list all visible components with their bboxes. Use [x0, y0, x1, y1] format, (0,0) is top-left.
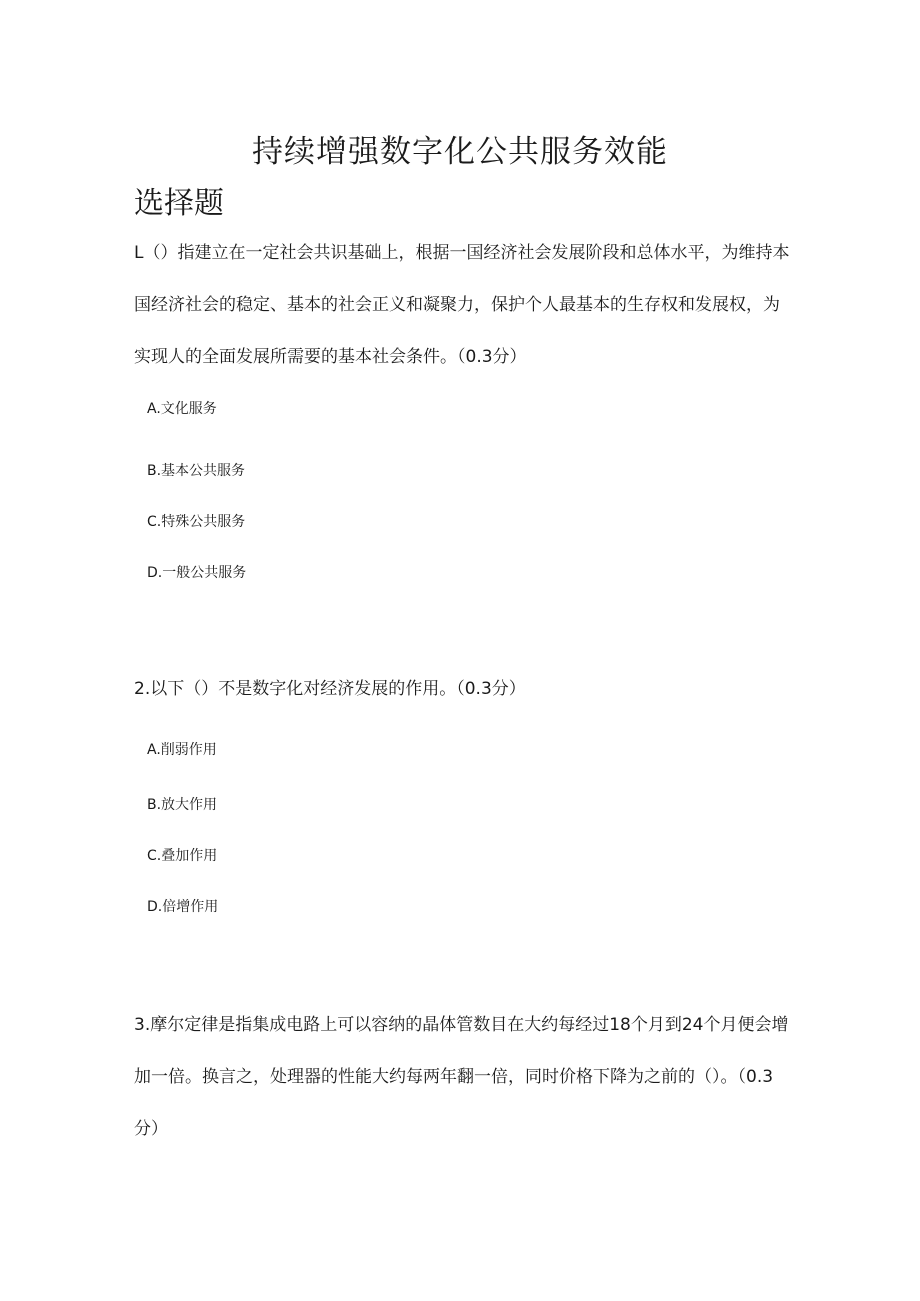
- question-2-option-a[interactable]: A.削弱作用: [147, 742, 217, 758]
- question-2-option-d[interactable]: D.倍增作用: [147, 899, 219, 915]
- question-2: 2.以下（）不是数字化对经济发展的作用。（0.3分）: [134, 679, 526, 699]
- question-1-option-c[interactable]: C.特殊公共服务: [147, 514, 246, 530]
- document-title: 持续增强数字化公共服务效能: [252, 134, 668, 170]
- question-2-option-c[interactable]: C.叠加作用: [147, 848, 218, 864]
- question-2-option-b[interactable]: B.放大作用: [147, 797, 218, 813]
- question-1-option-d[interactable]: D.一般公共服务: [147, 565, 247, 581]
- section-title: 选择题: [134, 186, 224, 221]
- question-3: 3.摩尔定律是指集成电路上可以容纳的晶体管数目在大约每经过18个月到24个月便会增加一倍。换言之，处理器的性能大约每两年翻一倍，同时价格下降为之前的（）。（0.3分）: [134, 1015, 789, 1139]
- question-1-option-a[interactable]: A.文化服务: [147, 401, 217, 417]
- question-1-option-b[interactable]: B.基本公共服务: [147, 463, 246, 479]
- question-1: L（）指建立在一定社会共识基础上，根据一国经济社会发展阶段和总体水平，为维持本国经济社会的稳定、基本的社会正义和凝聚力，保护个人最基本的生存权和发展权，为实现人的全面发展所需要的基本社会条件。（0.3分）: [134, 243, 790, 367]
